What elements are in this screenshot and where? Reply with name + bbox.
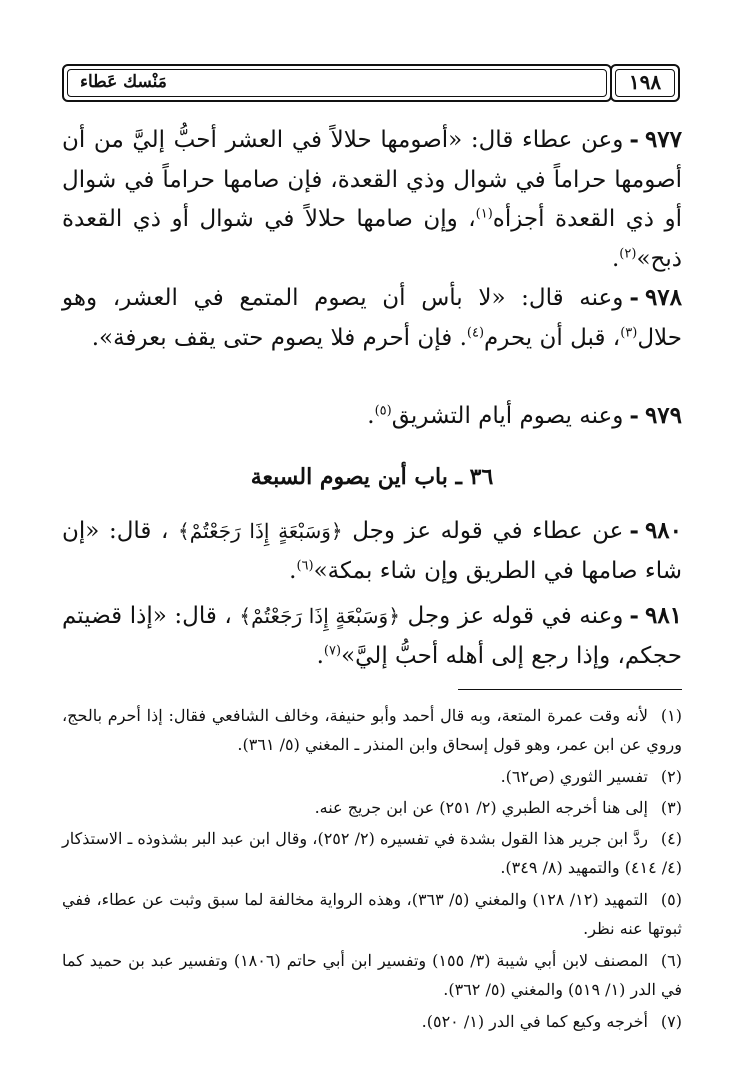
item-number: ٩٧٨ (644, 284, 682, 311)
item-text: . (611, 245, 620, 272)
footnote-ref: (٦) (296, 557, 314, 573)
item-text: ، قال: «إن شاء صامها في الطريق وإن شاء بمكة» (62, 518, 682, 584)
item-number: ٩٧٩ (644, 402, 682, 429)
footnote-text: أخرجه وكيع كما في الدر (١/ ٥٢٠). (421, 1012, 648, 1031)
item-text: . فإن أحرم فلا يصوم حتى يقف بعرفة». (91, 324, 467, 351)
item-number: ٩٧٧ (644, 126, 682, 153)
hadith-item-981 (62, 596, 682, 676)
item-dash: - (629, 402, 639, 429)
hadith-item-980 (62, 511, 682, 591)
footnote-number: (٢) (660, 767, 682, 786)
hadith-item-979 (62, 396, 682, 437)
item-text: وعنه يصوم أيام التشريق (391, 403, 624, 429)
footnote-6 (62, 946, 682, 1004)
item-dash: - (629, 284, 639, 311)
footnote-ref: (١) (475, 206, 493, 222)
item-text: . (289, 557, 297, 584)
footnote-number: (٤) (660, 829, 682, 848)
footnote-text: ردَّ ابن جرير هذا القول بشدة في تفسيره (٢/ ٢٥٢)، وقال ابن عبد البر بشذوذه ـ الاستذكار (٤/ ٤١٤) والتمهيد (٨/ ٣٤٩). (62, 829, 682, 877)
footnote-number: (١) (660, 706, 682, 725)
chapter-title: ٣٦ ـ باب أين يصوم السبعة (250, 464, 494, 490)
item-dash: - (629, 602, 639, 629)
footnote-3 (62, 793, 682, 822)
footnote-ref: (٣) (620, 324, 638, 340)
item-number: ٩٨١ (644, 602, 683, 629)
item-text: عن عطاء في قوله عز وجل (352, 518, 624, 544)
item-text: . (367, 403, 375, 429)
item-text: . (316, 642, 324, 669)
item-text: ، وإن صامها حلالاً في شوال أو ذي القعدة ذبح» (62, 206, 682, 272)
item-dash: - (629, 126, 639, 153)
item-text: وعن عطاء قال: «أصومها حلالاً في العشر أحبُّ إليَّ من أن أصومها حراماً في شوال وذي القعدة، فإن صامها حراماً في شوال أو ذي القعدة أجزأه (62, 127, 682, 232)
footnote-ref: (٤) (466, 324, 485, 340)
footnote-text: المصنف لابن أبي شيبة (٣/ ١٥٥) وتفسير ابن أبي حاتم (١٨٠٦) وتفسير عبد بن حميد كما في الدر (١/ ٥١٩) والمغني (٥/ ٣٦٢). (62, 951, 682, 999)
footnote-7 (62, 1007, 682, 1036)
quran-verse: ﴿وَسَبْعَةٍ إِذَا رَجَعْتُمْ﴾ (239, 604, 400, 628)
footnote-text: تفسير الثوري (ص٦٢). (500, 767, 648, 786)
footnote-1 (62, 701, 682, 759)
footnote-number: (٦) (660, 951, 683, 970)
footnote-text: لأنه وقت عمرة المتعة، وبه قال أحمد وأبو حنيفة، وخالف الشافعي فقال: إذا أحرم بالحج، وروي عن ابن عمر، وهو قول إسحاق وابن المنذر ـ المغني (٥/ ٣٦١). (62, 706, 682, 754)
footnote-separator (458, 689, 682, 690)
footnote-number: (٣) (660, 798, 682, 817)
footnote-number: (٧) (660, 1012, 682, 1031)
footnote-number: (٥) (660, 890, 682, 909)
item-number: ٩٨٠ (644, 517, 683, 544)
running-header-title: مَنْسك عَطاء (80, 72, 167, 92)
item-text: وعنه في قوله عز وجل (407, 603, 624, 629)
footnote-ref: (٥) (374, 403, 392, 419)
footnote-5 (62, 885, 682, 943)
hadith-item-978 (62, 278, 682, 358)
footnote-text: التمهيد (١٢/ ١٢٨) والمغني (٥/ ٣٦٣)، وهذه الرواية مخالفة لما سبق وثبت عن عطاء، ففي ثبوتها عنه نظر. (62, 890, 682, 938)
footnote-ref: (٧) (323, 642, 342, 658)
footnote-ref: (٢) (619, 245, 637, 261)
item-dash: - (629, 517, 639, 544)
footnote-2 (62, 762, 682, 791)
footnote-text: إلى هنا أخرجه الطبري (٢/ ٢٥١) عن ابن جريج عنه. (314, 798, 648, 817)
item-text: وعنه قال: «لا بأس أن يصوم المتمع في العشر، وهو حلال (62, 285, 682, 351)
item-text: ، قبل أن يحرم (484, 324, 621, 351)
quran-verse: ﴿وَسَبْعَةٍ إِذَا رَجَعْتُمْ﴾ (178, 519, 343, 543)
item-text: ، قال: «إذا قضيتم حجكم، وإذا رجع إلى أهله أحبُّ إليَّ» (62, 603, 682, 669)
hadith-item-977 (62, 120, 682, 279)
page-number: ١٩٨ (628, 70, 662, 94)
footnote-4 (62, 824, 682, 882)
